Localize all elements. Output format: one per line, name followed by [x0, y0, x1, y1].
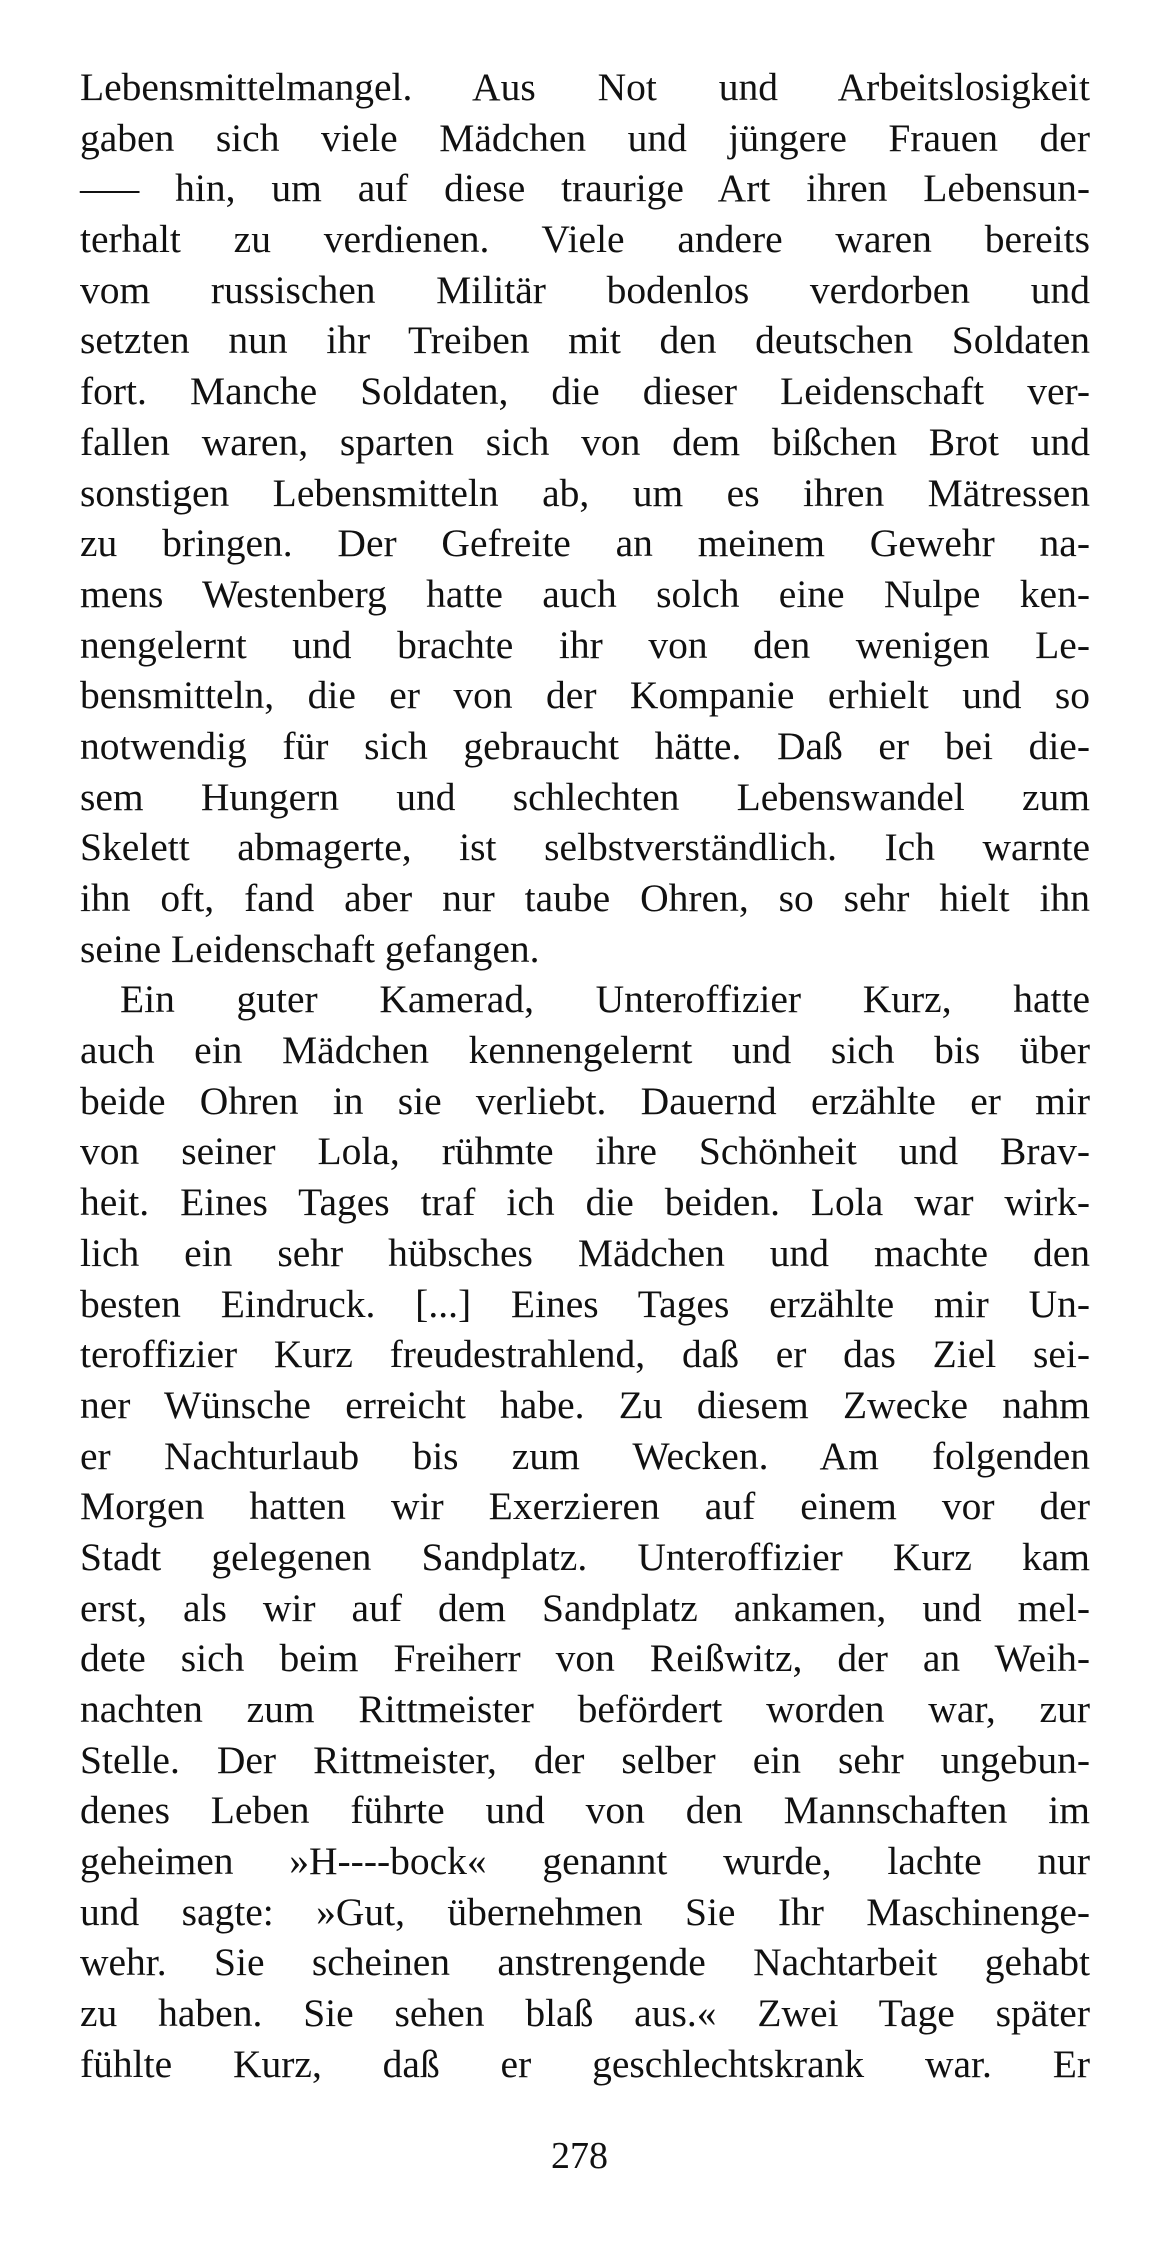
- text-line: heit. Eines Tages traf ich die beiden. Lola war wirk-: [80, 1180, 1090, 1225]
- text-line: Lebensmittelmangel. Aus Not und Arbeitslosigkeit: [80, 65, 1090, 109]
- text-line: Morgen hatten wir Exerzieren auf einem vor der: [80, 1484, 1090, 1529]
- text-line: ner Wünsche erreicht habe. Zu diesem Zwecke nahm: [80, 1382, 1090, 1427]
- text-line: denes Leben führte und von den Mannschaften im: [80, 1788, 1090, 1833]
- text-line: besten Eindruck. [...] Eines Tages erzählte mir Un-: [80, 1281, 1090, 1326]
- text-line: Ein guter Kamerad, Unteroffizier Kurz, hatte: [120, 977, 1090, 1022]
- text-line: ihn oft, fand aber nur taube Ohren, so sehr hielt ihn: [80, 876, 1090, 920]
- text-line: notwendig für sich gebraucht hätte. Daß er bei die-: [80, 723, 1090, 768]
- text-line: setzten nun ihr Treiben mit den deutschen Soldaten: [80, 318, 1090, 363]
- text-line: sem Hungern und schlechten Lebenswandel zum: [80, 774, 1090, 819]
- text-line: seine Leidenschaft gefangen.: [80, 926, 540, 971]
- text-line: vom russischen Militär bodenlos verdorben und: [80, 267, 1090, 312]
- text-line: Stadt gelegenen Sandplatz. Unteroffizier Kurz kam: [80, 1534, 1090, 1579]
- text-line: beide Ohren in sie verliebt. Dauernd erzählte er mir: [80, 1078, 1090, 1123]
- text-line: teroffizier Kurz freudestrahlend, daß er das Ziel sei-: [80, 1332, 1090, 1377]
- text-line: von seiner Lola, rühmte ihre Schönheit und Brav-: [80, 1129, 1090, 1174]
- text-line: er Nachturlaub bis zum Wecken. Am folgenden: [80, 1433, 1090, 1478]
- text-line: bensmitteln, die er von der Kompanie erhielt und so: [80, 673, 1090, 718]
- paragraph-1: [80, 62, 1090, 974]
- text-line: dete sich beim Freiherr von Reißwitz, der an Weih-: [80, 1636, 1090, 1681]
- text-line: ––– hin, um auf diese traurige Art ihren Lebensun-: [80, 166, 1090, 211]
- text-line: gaben sich viele Mädchen und jüngere Frauen der: [80, 115, 1090, 160]
- text-line: nengelernt und brachte ihr von den wenigen Le-: [80, 622, 1090, 667]
- text-line: erst, als wir auf dem Sandplatz ankamen, und mel-: [80, 1585, 1090, 1630]
- text-line: wehr. Sie scheinen anstrengende Nachtarbeit gehabt: [80, 1940, 1090, 1985]
- text-line: und sagte: »Gut, übernehmen Sie Ihr Maschinenge-: [80, 1889, 1090, 1934]
- text-line: Stelle. Der Rittmeister, der selber ein sehr ungebun-: [80, 1737, 1090, 1782]
- text-line: zu bringen. Der Gefreite an meinem Gewehr na-: [80, 521, 1090, 566]
- text-line: mens Westenberg hatte auch solch eine Nulpe ken-: [80, 571, 1090, 616]
- text-line: zu haben. Sie sehen blaß aus.« Zwei Tage später: [80, 1991, 1090, 2036]
- paragraph-2: [80, 974, 1090, 2089]
- text-line: fallen waren, sparten sich von dem bißchen Brot und: [80, 419, 1090, 464]
- body-text: [80, 62, 1090, 2090]
- page-number: 278: [551, 2135, 608, 2177]
- text-line: geheimen »H----bock« genannt wurde, lachte nur: [80, 1839, 1090, 1884]
- text-line: sonstigen Lebensmitteln ab, um es ihren Mätressen: [80, 470, 1090, 515]
- text-line: lich ein sehr hübsches Mädchen und machte den: [80, 1230, 1090, 1275]
- text-line: fort. Manche Soldaten, die dieser Leidenschaft ver-: [80, 369, 1090, 414]
- text-line: terhalt zu verdienen. Viele andere waren bereits: [80, 217, 1090, 262]
- text-line: nachten zum Rittmeister befördert worden war, zur: [80, 1687, 1090, 1731]
- text-line: fühlte Kurz, daß er geschlechtskrank war. Er: [80, 2041, 1090, 2086]
- text-line: auch ein Mädchen kennengelernt und sich bis über: [80, 1028, 1090, 1073]
- text-line: Skelett abmagerte, ist selbstverständlich. Ich warnte: [80, 825, 1090, 870]
